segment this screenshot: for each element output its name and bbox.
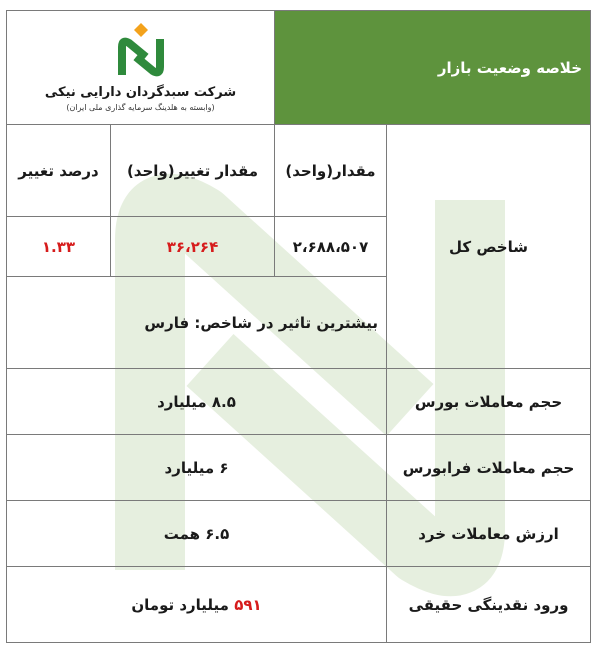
top-influence: بیشترین تاثیر در شاخص: فارس bbox=[7, 277, 387, 369]
company-name: شرکت سبدگردان دارایی نیکی bbox=[44, 85, 237, 100]
farabourse-volume-label: حجم معاملات فرابورس bbox=[387, 435, 591, 501]
bourse-volume-value: ۸.۵ میلیارد bbox=[7, 369, 387, 435]
index-change: ۳۶،۲۶۴ bbox=[111, 217, 275, 277]
index-value: ۲،۶۸۸،۵۰۷ bbox=[275, 217, 387, 277]
liquidity-unit: میلیارد تومان bbox=[131, 595, 229, 614]
company-logo bbox=[45, 21, 236, 112]
retail-value-label: ارزش معاملات خرد bbox=[387, 501, 591, 567]
niki-logo-icon bbox=[110, 21, 172, 79]
header-row bbox=[7, 11, 591, 125]
page-title: خلاصه وضعیت بازار bbox=[275, 11, 591, 125]
index-change-pct: ۱.۳۳ bbox=[7, 217, 111, 277]
retail-value-value: ۶.۵ همت bbox=[7, 501, 387, 567]
company-subtitle: (وابسته به هلدینگ سرمایه گذاری ملی ایران) bbox=[66, 103, 215, 112]
table-row bbox=[7, 435, 591, 501]
farabourse-volume-value: ۶ میلیارد bbox=[7, 435, 387, 501]
liquidity-value bbox=[7, 567, 387, 643]
col-header-change-pct: درصد تغییر bbox=[7, 125, 111, 217]
column-header-row bbox=[7, 125, 591, 217]
bourse-volume-label: حجم معاملات بورس bbox=[387, 369, 591, 435]
index-label: شاخص کل bbox=[387, 125, 591, 369]
logo-cell bbox=[7, 11, 275, 125]
col-header-quantity: مقدار(واحد) bbox=[275, 125, 387, 217]
liquidity-number: ۵۹۱ bbox=[234, 595, 262, 614]
market-summary-table bbox=[6, 10, 591, 643]
table-row bbox=[7, 369, 591, 435]
liquidity-label: ورود نقدینگی حقیقی bbox=[387, 567, 591, 643]
liquidity-row bbox=[7, 567, 591, 643]
col-header-change: مقدار تغییر(واحد) bbox=[111, 125, 275, 217]
table-row bbox=[7, 501, 591, 567]
